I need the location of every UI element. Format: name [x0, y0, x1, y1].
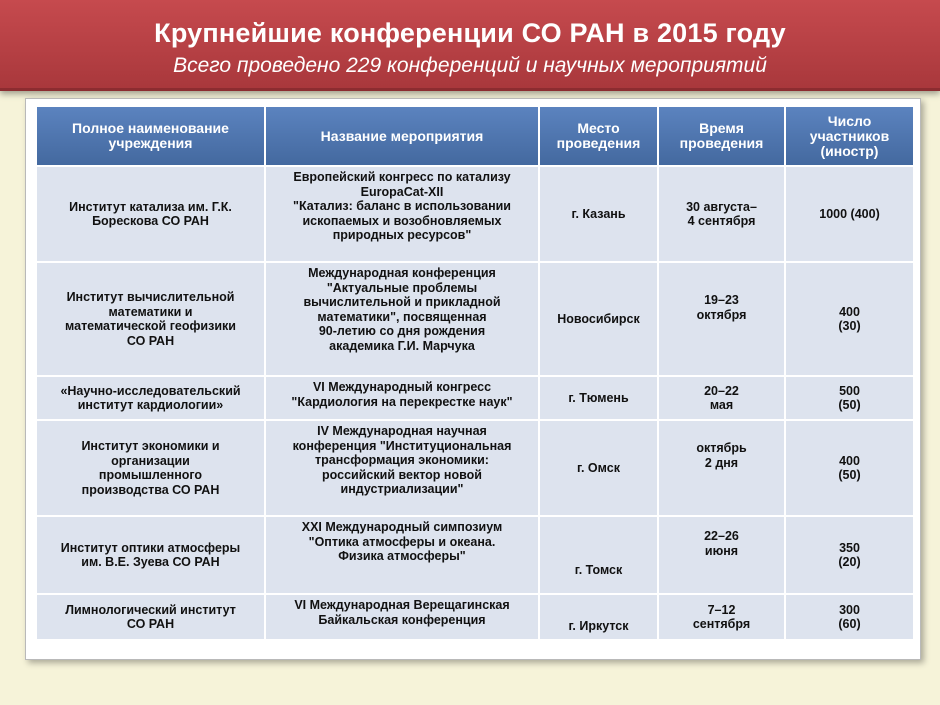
institution-cell: Институт оптики атмосферы им. В.Е. Зуева СО РАН: [37, 517, 264, 593]
event-cell: Европейский конгресс по катализу EuropaCat-XII "Катализ: баланс в использовании ископаемых и возобновляемых природных ресурсов": [266, 167, 538, 261]
table-row: [37, 595, 913, 639]
table-row: [37, 421, 913, 515]
column-header-place: Место проведения: [540, 107, 657, 165]
participants-cell: 1000 (400): [786, 167, 913, 261]
place-cell: г. Казань: [540, 167, 657, 261]
time-cell: октябрь 2 дня: [659, 421, 784, 515]
event-cell: VI Международная Верещагинская Байкальская конференция: [266, 595, 538, 639]
table-row: [37, 517, 913, 593]
event-cell: VI Международный конгресс "Кардиология на перекрестке наук": [266, 377, 538, 419]
participants-cell: 500 (50): [786, 377, 913, 419]
place-cell: Новосибирск: [540, 263, 657, 375]
column-header-event: Название мероприятия: [266, 107, 538, 165]
time-cell: 30 августа– 4 сентября: [659, 167, 784, 261]
participants-cell: 400 (30): [786, 263, 913, 375]
event-cell: XXI Международный симпозиум "Оптика атмосферы и океана. Физика атмосферы": [266, 517, 538, 593]
place-cell: г. Тюмень: [540, 377, 657, 419]
participants-cell: 400 (50): [786, 421, 913, 515]
event-cell: Международная конференция "Актуальные проблемы вычислительной и прикладной математики", посвященная 90-летию со дня рождения академика Г.И. Марчука: [266, 263, 538, 375]
time-cell: 22–26 июня: [659, 517, 784, 593]
institution-cell: Институт экономики и организации промышленного производства СО РАН: [37, 421, 264, 515]
participants-cell: 300 (60): [786, 595, 913, 639]
column-header-time: Время проведения: [659, 107, 784, 165]
table-row: [37, 263, 913, 375]
time-cell: 20–22 мая: [659, 377, 784, 419]
event-cell: IV Международная научная конференция "Институциональная трансформация экономики: российский вектор новой индустриализации": [266, 421, 538, 515]
table-header-row: [37, 107, 913, 165]
place-cell: г. Омск: [540, 421, 657, 515]
time-cell: 7–12 сентября: [659, 595, 784, 639]
page-title: Крупнейшие конференции СО РАН в 2015 году: [154, 18, 786, 48]
time-cell: 19–23 октября: [659, 263, 784, 375]
institution-cell: Лимнологический институт СО РАН: [37, 595, 264, 639]
institution-cell: Институт катализа им. Г.К. Борескова СО РАН: [37, 167, 264, 261]
table-row: [37, 377, 913, 419]
column-header-institution: Полное наименование учреждения: [37, 107, 264, 165]
conferences-table: [35, 105, 915, 641]
table-panel: [25, 98, 921, 660]
institution-cell: Институт вычислительной математики и математической геофизики СО РАН: [37, 263, 264, 375]
page-subtitle: Всего проведено 229 конференций и научных мероприятий: [173, 54, 767, 77]
place-cell: г. Томск: [540, 517, 657, 593]
table-row: [37, 167, 913, 261]
place-cell: г. Иркутск: [540, 595, 657, 639]
institution-cell: «Научно-исследовательский институт кардиологии»: [37, 377, 264, 419]
participants-cell: 350 (20): [786, 517, 913, 593]
column-header-participants: Число участников (иностр): [786, 107, 913, 165]
title-banner: [0, 0, 940, 91]
